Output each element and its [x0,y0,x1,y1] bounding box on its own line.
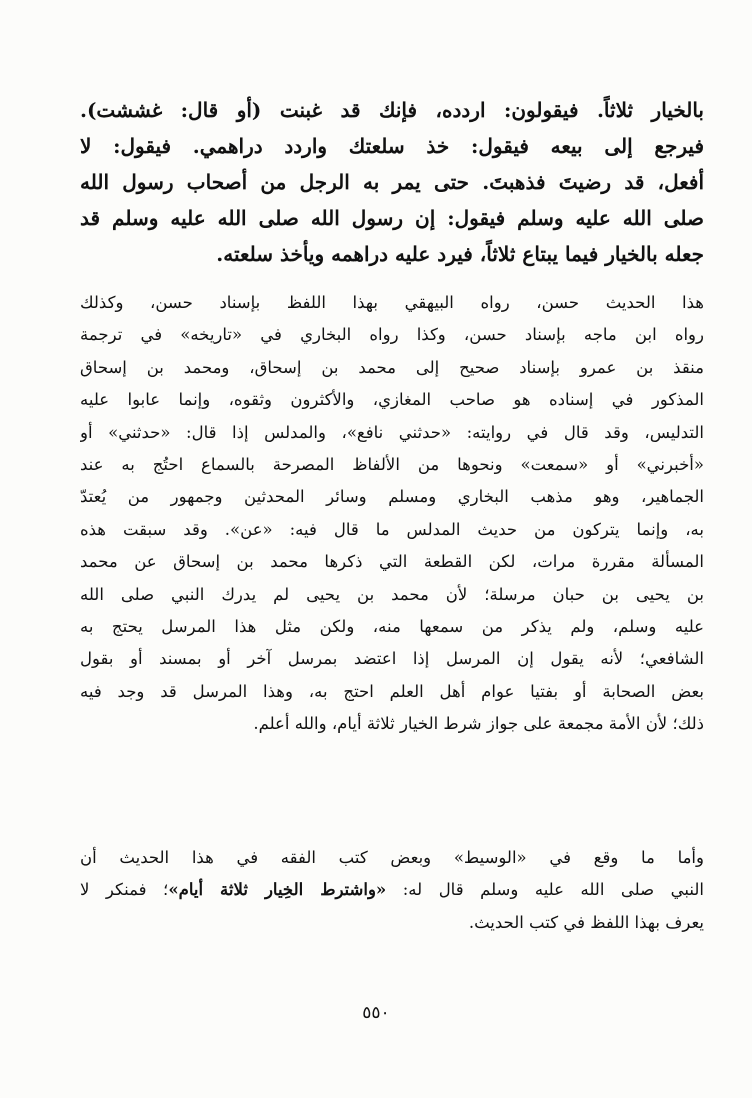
commentary-line: منقذ بن عمرو بإسناد صحيح إلى محمد بن إسحاق، ومحمد بن إسحاق [80,357,704,377]
paragraph-line: يعرف بهذا اللفظ في كتب الحديث. [468,912,704,932]
commentary-line: ذلك؛ لأن الأمة مجمعة على جواز شرط الخيار ثلاثة أيام، والله أعلم. [253,714,704,734]
commentary-line: المذكور في إسناده هو صاحب المغازي، والأكثرون وثقوه، وإنما عابوا عليه [80,390,704,410]
commentary-line: بن يحيى بن حبان مرسلة؛ لأن محمد بن يحيى لم يدرك النبي صلى الله [80,584,704,604]
commentary-line: المسألة مقررة مرات، لكن القطعة التي ذكرها محمد بن إسحاق عن محمد [80,552,704,572]
hadith-text [80,92,704,272]
paragraph-text: النبي صلى الله عليه وسلم قال له: [386,880,704,900]
wasit-note-paragraph [80,842,704,939]
paragraph-line: وأما ما وقع في «الوسيط» وبعض كتب الفقه في هذا الحديث أن [80,848,704,867]
hadith-line: جعله بالخيار فيما يبتاع ثلاثاً، فيرد عليه دراهمه ويأخذ سلعته. [216,242,704,266]
paragraph-text: ؛ فمنكر لا [80,880,169,900]
quoted-hadith-wording: «واشترط الخِيار ثلاثة أيام» [168,880,387,900]
commentary-line: بعض الصحابة أو بفتيا عوام أهل العلم احتج به، وهذا المرسل قد وجد فيه [80,681,704,701]
commentary-line: رواه ابن ماجه بإسناد حسن، وكذا رواه البخاري في «تاريخه» في ترجمة [80,325,704,345]
commentary-line: هذا الحديث حسن، رواه البيهقي بهذا اللفظ بإسناد حسن، وكذلك [80,293,704,312]
hadith-line: أفعل، قد رضيتَ فذهبتَ. حتى يمر به الرجل من أصحاب رسول الله [80,170,704,194]
commentary-line: الجماهير، وهو مذهب البخاري ومسلم وسائر المحدثين وجمهور من يُعتدّ [80,487,704,507]
hadith-line: بالخيار ثلاثاً. فيقولون: اردده، فإنك قد غبنت (أو قال: غششت). [80,98,704,122]
commentary-line: «أخبرني» أو «سمعت» ونحوها من الألفاظ المصرحة بالسماع احتُج به عند [80,455,704,475]
commentary-line: الشافعي؛ لأنه يقول إن المرسل إذا اعتضد بمرسل آخر أو بمسند أو بقول [80,649,704,669]
paragraph-line [80,874,704,906]
hadith-line: صلى الله عليه وسلم فيقول: إن رسول الله صلى الله عليه وسلم قد [80,206,704,230]
page-number: ٥٥٠ [362,1003,390,1023]
commentary-paragraph [80,287,704,741]
commentary-line: التدليس، وقد قال في روايته: «حدثني نافع»، والمدلس إذا قال: «حدثني» أو [80,422,704,442]
hadith-line: فيرجع إلى بيعه فيقول: خذ سلعتك واردد دراهمي. فيقول: لا [80,134,704,158]
commentary-line: عليه وسلم، ولم يذكر من سمعها منه، ولكن مثل هذا المرسل يحتج به [80,617,704,637]
commentary-line: به، وإنما يتركون من حديث المدلس ما قال فيه: «عن». وقد سبقت هذه [80,519,704,539]
